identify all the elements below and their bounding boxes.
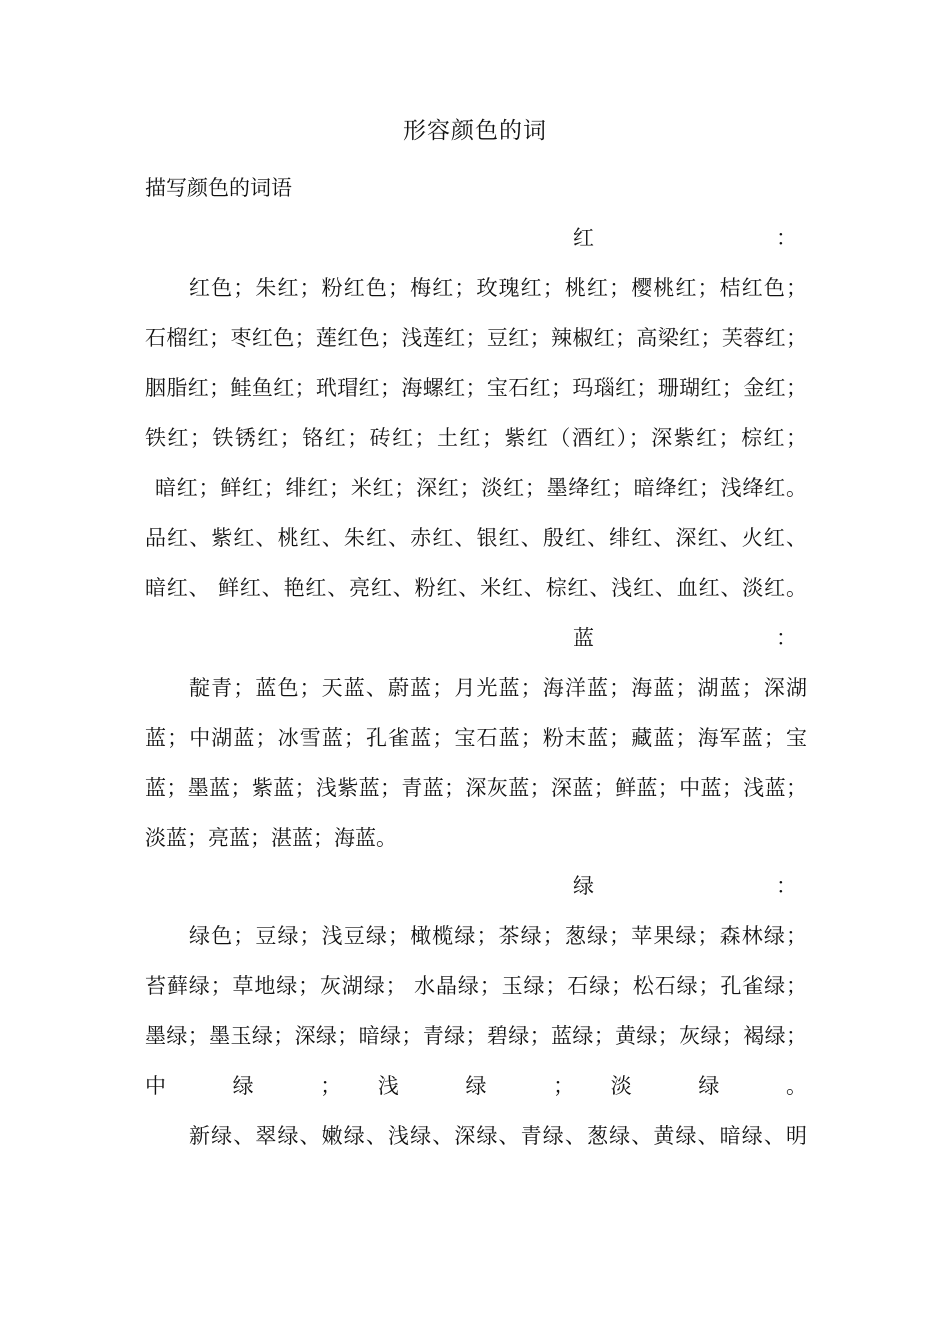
text-line: 蓝；中湖蓝；冰雪蓝；孔雀蓝；宝石蓝；粉末蓝；藏蓝；海军蓝；宝 xyxy=(145,726,807,750)
text-line: 石榴红；枣红色；莲红色；浅莲红；豆红；辣椒红；高梁红；芙蓉红； xyxy=(145,326,807,350)
section-heading-red xyxy=(145,222,805,252)
text-line: 品红、紫红、桃红、朱红、赤红、银红、殷红、绯红、深红、火红、 xyxy=(145,526,807,550)
document-subtitle: 描写颜色的词语 xyxy=(145,176,292,200)
text-line: 中 绿 ； 浅 绿 ； 淡 绿 。 xyxy=(145,1074,807,1098)
text-line: 苔藓绿；草地绿；灰湖绿； 水晶绿；玉绿；石绿；松石绿；孔雀绿； xyxy=(145,974,807,998)
text-line: 红色；朱红；粉红色；梅红；玫瑰红；桃红；樱桃红；桔红色； xyxy=(189,276,807,300)
text-line: 暗红；鲜红；绯红；米红；深红；淡红；墨绛红；暗绛红；浅绛红。 xyxy=(155,476,807,500)
text-line: 靛青；蓝色；天蓝、蔚蓝；月光蓝；海洋蓝；海蓝；湖蓝；深湖 xyxy=(189,676,807,700)
section-heading-blue xyxy=(145,622,805,652)
section-heading-green xyxy=(145,870,805,900)
text-line: 铁红；铁锈红；铬红；砖红；土红；紫红（酒红）；深紫红；棕红； xyxy=(145,426,807,450)
text-line: 胭脂红；鲑鱼红；玳瑁红；海螺红；宝石红；玛瑙红；珊瑚红；金红； xyxy=(145,376,807,400)
heading-colon: ： xyxy=(776,626,797,650)
text-line: 绿色；豆绿；浅豆绿；橄榄绿；茶绿；葱绿；苹果绿；森林绿； xyxy=(189,924,807,948)
text-line: 新绿、翠绿、嫩绿、浅绿、深绿、青绿、葱绿、黄绿、暗绿、明 xyxy=(189,1124,807,1148)
heading-char: 绿 xyxy=(573,874,594,898)
heading-char: 蓝 xyxy=(573,626,594,650)
text-line: 淡蓝；亮蓝；湛蓝；海蓝。 xyxy=(145,826,397,850)
heading-colon: ： xyxy=(776,226,797,250)
text-line: 蓝；墨蓝；紫蓝；浅紫蓝；青蓝；深灰蓝；深蓝；鲜蓝；中蓝；浅蓝； xyxy=(145,776,807,800)
text-line: 暗红、 鲜红、艳红、亮红、粉红、米红、棕红、浅红、血红、淡红。 xyxy=(145,576,807,600)
text-line: 墨绿；墨玉绿；深绿；暗绿；青绿；碧绿；蓝绿；黄绿；灰绿；褐绿； xyxy=(145,1024,807,1048)
heading-colon: ： xyxy=(776,874,797,898)
heading-char: 红 xyxy=(573,226,594,250)
document-title: 形容颜色的词 xyxy=(403,118,547,144)
